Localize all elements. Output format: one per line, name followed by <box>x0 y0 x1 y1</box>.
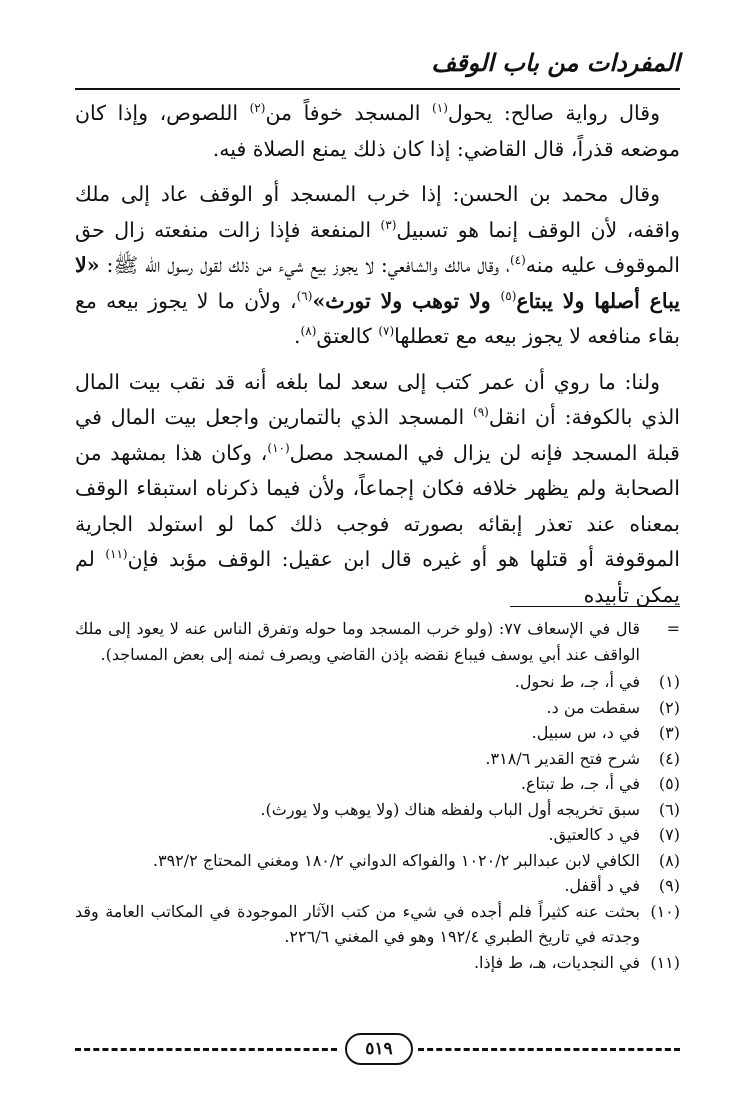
footnote-number: (٤) <box>658 748 680 768</box>
footnote <box>75 695 680 721</box>
page-number: ٥١٩ <box>345 1033 413 1065</box>
footnote-ref[interactable]: (٨) <box>300 324 317 339</box>
footnote-number: (٣) <box>658 723 680 742</box>
text-run: ، وكان هذا بمشهد من الصحابة ولم يظهر خلافه فكان إجماعاً، ولأن فيما ذكرناه استبقاء الوقف بمعناه عند تعذر إبقائه بصورته فوجب ذلك كما لو استولد الجارية الموقوفة أو قتلها هو أو غيره قال ابن عقيل: الوقف مؤبد فإن <box>75 440 680 571</box>
main-text <box>75 96 680 623</box>
footnote-ref[interactable]: (٢) <box>249 101 266 116</box>
footnote-number: (٦) <box>658 799 680 819</box>
footnote-ref[interactable]: (١) <box>432 101 448 116</box>
text-run: لم يمكن تأبيده <box>75 547 680 607</box>
hadith-quote: ولا توهب ولا تورث» <box>312 288 501 313</box>
footnote-ref[interactable]: (٤) <box>509 253 526 268</box>
footnote-ref[interactable]: (٣) <box>380 217 397 232</box>
footer-dashed-rule <box>75 1048 337 1051</box>
text-run: ، ولأن ما لا يجوز بيعه مع بقاء منافعه لا يجوز بيعه مع تعطلها <box>75 288 680 348</box>
footnote-text: في النجديات، هـ، ط فإذا. <box>473 952 640 972</box>
footnote-ref[interactable]: (١١) <box>105 547 128 562</box>
footnote-text: قال في الإسعاف ٧٧: (ولو خرب المسجد وما حوله وتفرق الناس عنه لا يعود إلى ملك الواقف عند أبي يوسف فيباع نقضه بإذن القاضي ويصرف ثمنه إلى بعض المساجد). <box>75 619 641 664</box>
text-run: المسجد خوفاً من <box>265 101 433 125</box>
footnote <box>75 899 680 950</box>
footnote-text: الكافي لابن عبدالبر ١٠٢٠/٢ والفواكه الدواني ١٨٠/٢ ومغني المحتاج ٣٩٢/٢. <box>152 850 640 870</box>
footnote-divider <box>510 606 680 607</box>
text-run: المنفعة فإذا زالت منفعته زال حق الموقوف عليه منه <box>75 217 680 277</box>
footnote-text: في أ، جـ، ط نحول. <box>514 672 640 691</box>
footnote-number: (٢) <box>658 697 680 717</box>
footnote-number: = <box>666 619 680 638</box>
running-header <box>75 44 680 90</box>
paragraph-2 <box>75 177 680 355</box>
text-run: كالعتق <box>316 324 379 348</box>
text-run: وقال محمد بن الحسن: إذا خرب المسجد أو الوقف عاد إلى ملك واقفه، لأن الوقف إنما هو تسبيل <box>75 182 681 242</box>
footnote-text: سبق تخريجه أول الباب ولفظه هناك (ولا يوهب ولا يورث). <box>260 799 640 819</box>
footnote <box>75 720 680 746</box>
text-run: وقال رواية صالح: يحول <box>447 101 660 125</box>
footnote-text: سقطت من د. <box>546 697 640 717</box>
paragraph-1 <box>75 96 680 167</box>
footnote-text: في د أقفل. <box>564 876 640 895</box>
footnote-number: (٧) <box>658 825 680 844</box>
chapter-title: المفردات من باب الوقف <box>431 48 680 77</box>
footnote-ref[interactable]: (٩) <box>473 405 489 420</box>
footnote <box>75 797 680 823</box>
footnote-ref[interactable]: (١٠) <box>267 440 290 455</box>
footnotes <box>75 616 680 975</box>
footer-dashed-rule <box>418 1048 680 1051</box>
footnote <box>75 771 680 797</box>
paragraph-3 <box>75 365 680 614</box>
text-run: المسجد الذي بالتمارين واجعل بيت المال في قبلة المسجد فإنه لن يزال في المسجد مصل <box>75 405 680 465</box>
footnote-text: في د، س سبيل. <box>531 723 640 742</box>
hadith-quote: «لا يباع أصلها ولا يبتاع <box>75 253 681 313</box>
footnote <box>75 669 680 695</box>
footnote <box>75 746 680 772</box>
footnote-ref[interactable]: (٧) <box>378 324 395 339</box>
footnote-text: في د كالعتيق. <box>548 825 640 844</box>
footnote-text: بحثت عنه كثيراً فلم أجده في شيء من كتب الآثار الموجودة في المكاتب العامة وقد وجدته في تاريخ الطبري ١٩٢/٤ وهو في المغني ٢٢٦/٦. <box>75 901 640 946</box>
text-run: ولنا: ما روي أن عمر كتب إلى سعد لما بلغه أنه قد نقب بيت المال الذي بالكوفة: أن انقل <box>75 369 681 429</box>
footnote <box>75 822 680 848</box>
footnote <box>75 616 680 667</box>
footnote-text: شرح فتح القدير ٣١٨/٦. <box>485 748 640 768</box>
footnote-ref[interactable]: (٦) <box>296 288 313 303</box>
page-footer <box>75 1033 680 1063</box>
footnote-number: (٥) <box>658 774 680 793</box>
footnote <box>75 873 680 899</box>
footnote-ref[interactable]: (٥) <box>500 288 517 303</box>
footnote-number: (٩) <box>658 876 680 895</box>
footnote-number: (١٠) <box>650 901 680 921</box>
footnote <box>75 848 680 874</box>
text-run: . <box>294 324 301 348</box>
text-run: ، وقال مالك والشافعي: لا يجوز بيع شيء من ذلك لقول رسول الله ﷺ: <box>99 253 510 277</box>
footnote-number: (٨) <box>658 850 680 870</box>
footnote-number: (١) <box>658 672 680 691</box>
footnote-text: في أ، جـ، ط تبتاع. <box>520 774 640 793</box>
footnote-number: (١١) <box>650 952 680 972</box>
text-run: اللصوص، وإذا كان موضعه قذراً، قال القاضي: إذا كان ذلك يمنع الصلاة فيه. <box>75 101 680 161</box>
footnote <box>75 950 680 976</box>
